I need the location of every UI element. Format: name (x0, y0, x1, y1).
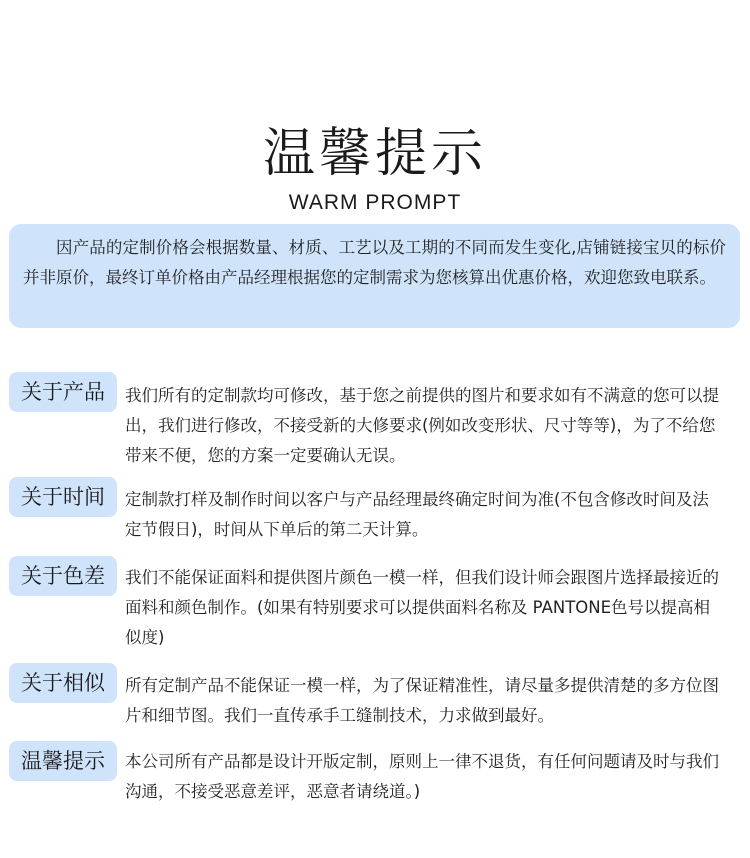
section-tag: 关于相似 (9, 663, 117, 703)
section-tag: 温馨提示 (9, 741, 117, 781)
section-tag: 关于时间 (9, 477, 117, 517)
section-text: 所有定制产品不能保证一模一样，为了保证精准性，请尽量多提供清楚的多方位图片和细节图。我们一直传承手工缝制技术，力求做到最好。 (125, 676, 719, 725)
section-text: 我们不能保证面料和提供图片颜色一模一样，但我们设计师会跟图片选择最接近的面料和颜色制作。(如果有特别要求可以提供面料名称及 PANTONE色号以提高相似度) (125, 568, 719, 647)
notice-text: 因产品的定制价格会根据数量、材质、工艺以及工期的不同而发生变化,店铺链接宝贝的标价并非原价，最终订单价格由产品经理根据您的定制需求为您核算出优惠价格，欢迎您致电联系。 (23, 238, 726, 287)
section-text: 本公司所有产品都是设计开版定制，原则上一律不退货，有任何问题请及时与我们沟通，不接受恶意差评，恶意者请绕道。) (125, 752, 719, 801)
section-tag: 关于色差 (9, 556, 117, 596)
page-title: 温馨提示 (262, 124, 487, 184)
notice-box (9, 224, 740, 328)
page-subtitle: WARM PROMPT (288, 191, 462, 214)
section-text: 定制款打样及制作时间以客户与产品经理最终确定时间为准(不包含修改时间及法定节假日)，时间从下单后的第二天计算。 (125, 490, 709, 539)
section-text: 我们所有的定制款均可修改，基于您之前提供的图片和要求如有不满意的您可以提出，我们进行修改，不接受新的大修要求(例如改变形状、尺寸等等)，为了不给您带来不便，您的方案一定要确认无误。 (125, 386, 719, 465)
section-tag: 关于产品 (9, 372, 117, 412)
